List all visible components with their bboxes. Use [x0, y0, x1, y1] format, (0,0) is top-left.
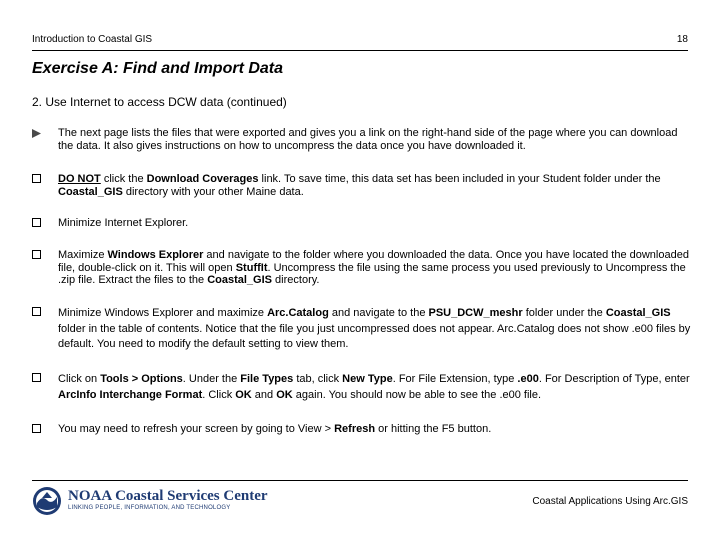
- logo-title: NOAA Coastal Services Center: [68, 488, 268, 504]
- list-item-text: Minimize Windows Explorer and maximize Arc.Catalog and navigate to the PSU_DCW_meshr folder under the Coastal_GIS folder in the table of contents. Notice that the file you just uncompressed does not appear. Arc.Catalog does not show .e00 files by default. You need to modify the default setting to view them.: [58, 307, 691, 350]
- list-item-text: Click on Tools > Options. Under the File Types tab, click New Type. For File Extension, type .e00. For Description of Type, enter ArcInfo Interchange Format. Click OK and OK again. You should now be able to see the .e00 file.: [58, 373, 690, 401]
- checkbox-bullet-icon: [32, 424, 41, 433]
- list-item-text: DO NOT click the Download Coverages link. To save time, this data set has been included in your Student folder under the Coastal_GIS directory with your other Maine data.: [58, 173, 661, 198]
- arrow-bullet-icon: [32, 129, 41, 138]
- noaa-logo: [32, 484, 268, 518]
- checkbox-bullet-icon: [32, 174, 41, 183]
- checkbox-bullet-icon: [32, 218, 41, 227]
- header-course-title: Introduction to Coastal GIS: [32, 34, 153, 45]
- section-subtitle: 2. Use Internet to access DCW data (continued): [32, 95, 287, 109]
- footer-divider: [32, 480, 688, 481]
- checkbox-bullet-icon: [32, 373, 41, 382]
- list-item-text: Minimize Internet Explorer.: [58, 217, 189, 229]
- checkbox-bullet-icon: [32, 307, 41, 316]
- noaa-emblem-icon: [32, 486, 62, 516]
- list-item-text: Maximize Windows Explorer and navigate to the folder where you downloaded the data. Once you have located the downloaded file, double-click on it. This will open StuffIt. Uncompress the file using the same process you used previously to Uncompress the .zip file. Extract the files to the Coastal_GIS directory.: [58, 249, 689, 286]
- page-number: 18: [676, 34, 688, 45]
- header-divider: [32, 50, 688, 51]
- logo-tagline: LINKING PEOPLE, INFORMATION, AND TECHNOLOGY: [68, 505, 231, 511]
- list-item-text: You may need to refresh your screen by going to View > Refresh or hitting the F5 button.: [58, 423, 492, 435]
- footer-course-title: Coastal Applications Using Arc.GIS: [532, 496, 688, 507]
- page-title: Exercise A: Find and Import Data: [32, 60, 284, 77]
- checkbox-bullet-icon: [32, 250, 41, 259]
- list-item-text: The next page lists the files that were exported and gives you a link on the right-hand side of the page where you can download the data. It also gives instructions on how to uncompress the data once you have downloaded it.: [58, 127, 678, 152]
